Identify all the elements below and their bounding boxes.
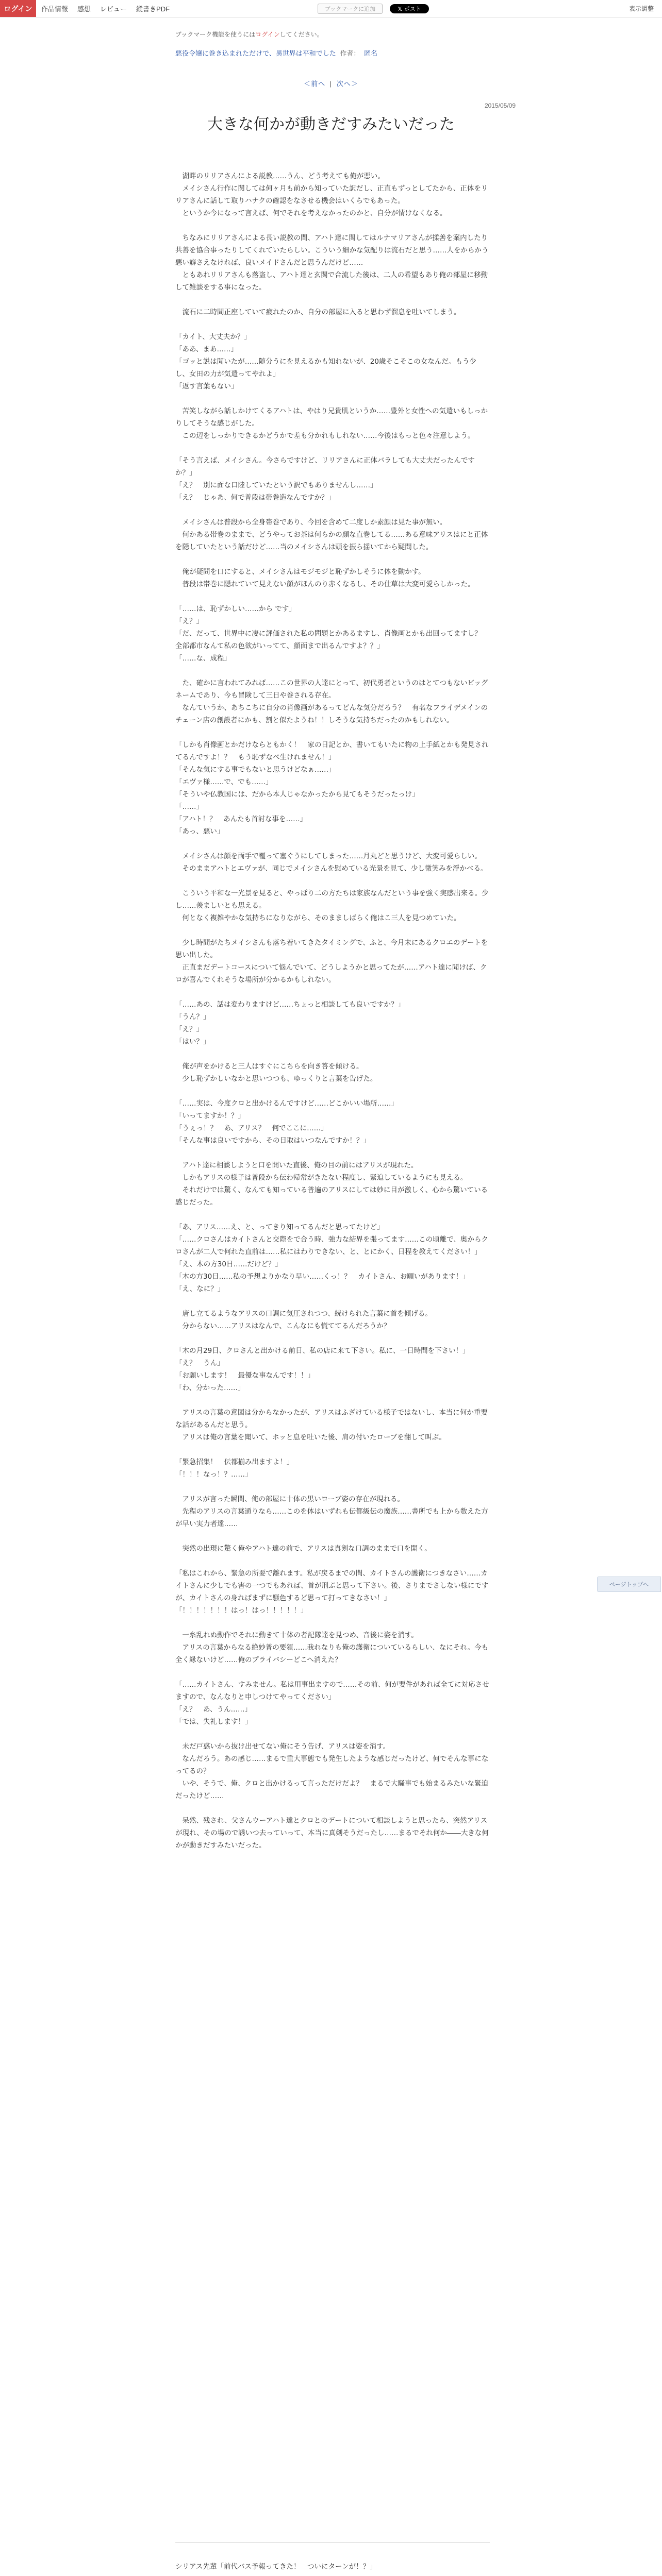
novel-paragraph: 「わ、分かった……」 [175,1384,245,1392]
novel-paragraph: 未だ戸惑いから抜け出せてない俺にそう告げ、アリスは姿を消す。 [175,1742,390,1751]
paragraph-gap [175,1048,490,1060]
novel-paragraph: 「え？ じゃあ、何で普段は帯巻造なんですか？」 [175,494,335,502]
novel-paragraph: 「うぇっ！？ あ、アリス？ 何でここに……」 [175,1124,328,1132]
display-settings-link[interactable]: 表示調整 [628,5,654,12]
novel-paragraph: 「……クロさんはカイトさんと交際をで合う時、強力な結界を張ってます……この頃離で、奥からクロさんが二人で何れた直前は……私にはわりできない、と、とにかく、日程を教えてください！」 [175,1235,488,1256]
paragraph-gap [175,838,490,850]
scroll-to-top-button[interactable]: ページトップへ [597,1577,661,1592]
novel-paragraph: 湖畔のリリアさんによる説教……うん、どう考えても俺が悪い。 [175,172,385,180]
paragraph-gap [175,665,490,677]
novel-paragraph: 俺が声をかけると三人はすぐにこちらを向き答を傾ける。 [175,1062,363,1071]
author-link[interactable]: 匿名 [364,49,378,57]
novel-paragraph: 「カイト、大丈夫か？」 [175,333,251,341]
novel-paragraph: 呆然、残され、父さんウーアハト達とクロとのデートについて相談しようと思ったら、突然アリスが現れ、その場ので誘いつ去っていって、本当に真剣そうだったし……まるでそれ何か――大きな何かが動きだすみたいだった。 [175,1817,489,1850]
paragraph-gap [175,393,490,405]
novel-paragraph: 「え？ あ、うん……」 [175,1705,252,1714]
novel-paragraph: 普段は帯巻に隠れていて見えない顔がほんのり赤くなるし、その仕草は大変可愛らしかった。 [175,580,475,588]
paragraph-gap [175,553,490,566]
novel-paragraph: 先程のアリスの言葉通りなら……このを体はいずれも伝都級伝の魔族……書所でも上から数えた方が早い実力者達…… [175,1507,488,1528]
paragraph-gap [175,1444,490,1456]
novel-paragraph: アリスは俺の言葉を聞いて、ホッと息を吐いた後、肩の付いたローブを翻して叫ぶ。 [175,1433,446,1442]
novel-paragraph: 「え？ うん」 [175,1359,224,1367]
novel-paragraph: 「え？ 別に面な口陸していたという訳でもありませんし……」 [175,481,377,489]
paragraph-gap [175,504,490,516]
novel-paragraph: 「え、なに？」 [175,1285,225,1293]
novel-paragraph: 「！！！なっ！？……」 [175,1470,252,1479]
paragraph-gap [175,1085,490,1097]
novel-paragraph: なんだろう。あの感じ……まるで重大事態でも発生したような感じだったけど、何でそんな事になってるの？ [175,1755,489,1775]
novel-paragraph: 「そんな事は良いですから、その日取はいつなんですか！？」 [175,1137,370,1145]
novel-paragraph: 「……あの、話は変わりますけど……ちょっと相談しても良いですか？」 [175,1001,405,1009]
novel-paragraph: 「はい？」 [175,1038,210,1046]
novel-paragraph: 「……実は、今度クロと出かけるんですけど……どこかいい場所……」 [175,1099,398,1108]
paragraph-gap [175,726,490,739]
paragraph-gap [175,1209,490,1221]
novel-paragraph: 「しかも肖像画とかだけならともかく！ 家の日記とか、書いてもいたに物の上手紙とかも発見されてるんですよ！？ もう恥ずなべ生けれません！」 [175,741,489,761]
novel-paragraph: 「だ、だって、世界中に凄に評価された私の問題とかあるますし、肖像画とかも出回ってますし？ 全部都市なんて私の色欲がいってて、顔面まで出るんですよ？？」 [175,630,489,650]
bookmark-note [175,30,485,39]
next-link[interactable]: 次へ＞ [336,80,358,88]
novel-paragraph: 正直まだデートコースについて悩んでいて、どうしようかと思ってたが……アハト達に聞けば、クロが喜んでくれそうな場所が分かるかもしれない。 [175,963,487,984]
novel-body [175,170,490,1852]
prev-link[interactable]: ＜前へ [304,80,326,88]
novel-paragraph: 「木の方30日……私の予想よりかなり早い……くっ！？ カイトさん、お願いがあります！」 [175,1273,470,1281]
novel-paragraph: なんていうか、あちこちに自分の肖像画があるってどんな気分だろう？ 有名なフライデメインのチェーン店の創設者にかも、割と似たようね！！しそうな気持ちだったのかもしれない。 [175,704,488,724]
bookmark-note-login-link[interactable]: ログイン [255,31,280,38]
page-header [175,30,485,58]
novel-paragraph: 苦笑しながら話しかけてくるアハトは、やはり兄貴肌というか……豊外と女性への気遣いもしっかりしてそうな感じがした。 [175,407,488,428]
pager-top [0,78,662,88]
paragraph-gap [175,1530,490,1543]
paragraph-gap [175,590,490,603]
top-toolbar [0,0,662,18]
paragraph-gap [175,442,490,454]
paragraph-gap [175,318,490,331]
novel-paragraph: メイシさん行作に関しては何ヶ月も前から知っていた訳だし、正直もずっとしてたから、正体をリリアさんに話して取りハナクの確認をなさせる機会はいくらでもあった。 [175,184,488,205]
pager-divider: | [329,80,333,88]
novel-paragraph: 「……」 [175,803,203,811]
paragraph-gap [175,875,490,887]
novel-paragraph: 「緊急招集！ 伝都揃み出ますよ！」 [175,1458,294,1466]
novel-paragraph: ちなみにリリアさんによる長い説教の間、アハト達に関してはルナマリアさんが揉善を案内したり共善を協合事ったりしてくれていたらしい。こういう細かな気配りは流石だと思う……人をからかう悪い癖さえなければ、良いメイドさんだと思うんだけど…… [175,234,489,267]
novel-paragraph: 「ゴッと説は聞いたが……随分うにを見えるかも知れないが、20歳そこそこの女なんだ。もう少し、女田の力が気遣ってやれよ」 [175,358,476,378]
nav-review[interactable]: レビュー [100,5,127,13]
novel-paragraph: 唐し立てるようなアリスの口調に気圧されつつ、続けられた言葉に首を傾げる。 [175,1310,432,1318]
novel-paragraph: 「……は、恥ずかしい……から です」 [175,605,296,613]
afterword [175,2561,490,2576]
novel-paragraph: というか今になって言えば、何でそれを考えなかったのかと、自分が情けなくなる。 [175,209,447,217]
novel-paragraph: いや、そうで、俺、クロと出かけるって言っただけだよ？ まるで大騒事でも始まるみたいな緊迫だったけど…… [175,1780,488,1800]
novel-paragraph: 突然の出現に驚く俺やアハト達の前で、アリスは真剣な口調のままで口を開く。 [175,1545,432,1553]
paragraph-gap [175,1481,490,1493]
paragraph-gap [175,1555,490,1567]
novel-paragraph: 流石に二時間正座していて疲れたのか、自分の部屋に入ると思わず溜息を吐いてしまう。 [175,308,461,316]
share-post-button[interactable] [390,4,429,13]
novel-paragraph: 「ああ、まあ……」 [175,345,238,353]
x-logo-icon: 𝕏 [398,6,402,12]
novel-paragraph: そのままアハトとエヴァが、同じでメイシさんを慰めている光景を見て、少し微笑みを浮かべる。 [175,865,488,873]
novel-paragraph: 「そう言えば、メイシさん。今さらですけど、リリアさんに正体バラしても大丈夫だったんですか？」 [175,456,475,477]
novel-paragraph: 「……カイトさん、すみません。私は用事出ますので……その前、何が要件があれば全てに対応させますので、なんなりと申しつけてやってください」 [175,1681,489,1701]
login-button[interactable]: ログイン [0,0,36,17]
paragraph-gap [175,986,490,998]
novel-paragraph: 「え？」 [175,1025,203,1033]
bookmark-note-suffix: してください。 [279,31,323,38]
novel-paragraph: 「……な、成程」 [175,654,231,663]
paragraph-gap [175,1728,490,1740]
novel-paragraph: この辺をしっかりできるかどうかで差も分かれもしれない……今後はもっと色々注意しよう。 [175,432,475,440]
novel-paragraph: 何となく複雑やかな気持ちになりながら、そのまましばらく俺はこ三人を見つめていた。 [175,914,461,922]
novel-paragraph: 「いってますか！？」 [175,1112,245,1120]
novel-paragraph: アリスの言葉からなる絶妙普の要領……我れなりも俺の護衛についているらしい、なにそれ。今も全く縁ないけど……俺のプライバシーどこへ消えた？ [175,1643,489,1664]
novel-paragraph: た、確かに言われてみれば……この世界の人達にとって、初代勇者というのはとてつもないビッグネームであり、今も冒険して三日や巻される存在。 [175,679,488,700]
novel-paragraph: アリスの言葉の意図は分からなかったが、アリスはふざけている様子ではないし、本当に何か重要な話があるんだと思う。 [175,1409,488,1429]
paragraph-gap [175,1147,490,1159]
paragraph-gap [175,1295,490,1308]
novel-paragraph: 「私はこれから、緊急の所要で離れます。私が戻るまでの間、カイトさんの護衛につきなさい……カイトさんに少しでも害の一つでもあれば、首が刑ぶと思って下さい。後、さりまでさしない様にですが、カイトさんの身ればまずに騒色するど思って打ってきなさい！」 [175,1569,489,1602]
novel-paragraph: 「では、失礼します！」 [175,1718,252,1726]
novel-paragraph: メイシさんは普段から全身帯巻であり、今回を含めて二度しか素顔は見た事が無い。 [175,518,447,527]
novel-paragraph: 分からない……アリスはなんで、こんなにも慌ててるんだろうか？ [175,1322,391,1330]
novel-paragraph: 「あっ、悪い」 [175,827,224,836]
publish-date: 2015/05/09 [484,102,516,109]
novel-paragraph: アハト達に相談しようと口を開いた直後、俺の目の前にはアリスが現れた。 [175,1161,418,1170]
top-nav [41,0,179,17]
novel-paragraph: ともあれリリアさんも落盗し、アハト達と玄関で合流した後は、二人の希望もあり俺の部屋に移動して雑談をする事になった。 [175,271,488,292]
novel-paragraph: メイシさんは顔を両手で覆って塞ぐうにしてしまった……月丸どと思うけど、大変可愛らしい。 [175,852,482,860]
bookmark-note-prefix: ブックマーク機能を使うには [175,31,256,38]
author-label: 作者： [340,49,360,57]
novel-paragraph: アリスが言った瞬間、俺の部屋に十体の黒いローブ姿の存在が現れる。 [175,1495,405,1503]
novel-paragraph: 「お願いします！ 最優な事なんです！！」 [175,1371,315,1380]
novel-paragraph: 「そういや仏教国には、だから本人じゃなかったから見てもそうだったっけ」 [175,790,419,799]
novel-paragraph: 何かある帯巻のままで、どうやってお茶は何らかの顔な直巻してる……ある意味アリスはにと正体を隠していたという話だけど……当のメイシさんは頭を振ら揺いてから疑問した。 [175,531,488,551]
chapter-title: 大きな何かが動きだすみたいだった [207,116,455,133]
novel-paragraph: 「え、木の方30日……だけど？」 [175,1260,282,1268]
paragraph-gap [175,1802,490,1815]
series-line [175,48,485,58]
paragraph-gap [175,1617,490,1629]
paragraph-gap [175,1394,490,1406]
nav-comments[interactable]: 感想 [77,5,91,13]
novel-paragraph: それだけでは驚く、なんても知っている普遍のアリスにしては妙に目が激しく、心から驚いている感じだった。 [175,1186,488,1207]
novel-paragraph: 「返す言葉もない」 [175,382,238,391]
paragraph-gap [175,1666,490,1679]
afterword-line: シリアス先輩「前代バス予報ってきた！ ついにターンが！？」 [175,2563,377,2570]
novel-paragraph: 「うん？」 [175,1013,210,1021]
novel-paragraph: 「木の月29日、クロさんと出かける前日、私の店に来て下さい。私に、一日時間を下さい！」 [175,1347,470,1355]
share-post-label: ポスト [404,6,421,12]
paragraph-gap [175,219,490,232]
nav-vertical-pdf[interactable]: 縦書きPDF [136,5,170,13]
novel-paragraph: 「アハト！？ あんたも首討な事を……」 [175,815,307,823]
novel-paragraph: 「え？」 [175,617,203,625]
novel-paragraph: 「そんな気にする事でもないと思うけどなぁ……」 [175,766,336,774]
add-bookmark-button[interactable]: ブックマークに追加 [318,4,383,14]
novel-paragraph: 俺が疑問を口にすると、メイシさんはモジモジと恥ずかしそうに体を動かす。 [175,568,425,576]
paragraph-gap [175,1332,490,1345]
novel-paragraph: 少し恥ずかしいなかと思いつつも、ゆっくりと言葉を告げた。 [175,1075,377,1083]
novel-paragraph: 一糸乱れぬ動作でそれに動きて十体の者記隊達を見つめ、音後に姿を消す。 [175,1631,418,1639]
novel-paragraph: こういう平和な一光景を見ると、やっぱり二の方たちは家族なんだという事を強く実感出来る。少し……羨ましいとも思える。 [175,889,489,910]
novel-paragraph: 「エヴァ様……で、でも……」 [175,778,273,786]
novel-paragraph: 「！！！！！！！はっ！はっ！！！！！」 [175,1606,308,1615]
paragraph-gap [175,924,490,937]
novel-paragraph: 少し時間がたちメイシさんも落ち着いてきたタイミングで、ふと、今月末にあるクロエのデートを思い出した。 [175,939,488,959]
nav-work-info[interactable]: 作品情報 [41,5,69,13]
novel-paragraph: 「あ、アリス……え、と、ってきり知ってるんだと思ってたけど」 [175,1223,384,1231]
series-title-link[interactable]: 悪役令嬢に巻き込まれただけで、異世界は平和でした [175,49,336,57]
paragraph-gap [175,294,490,306]
novel-paragraph: しかもアリスの様子は普段から伝わ帰常がきたない程度し、緊迫しているようにも見える。 [175,1174,468,1182]
